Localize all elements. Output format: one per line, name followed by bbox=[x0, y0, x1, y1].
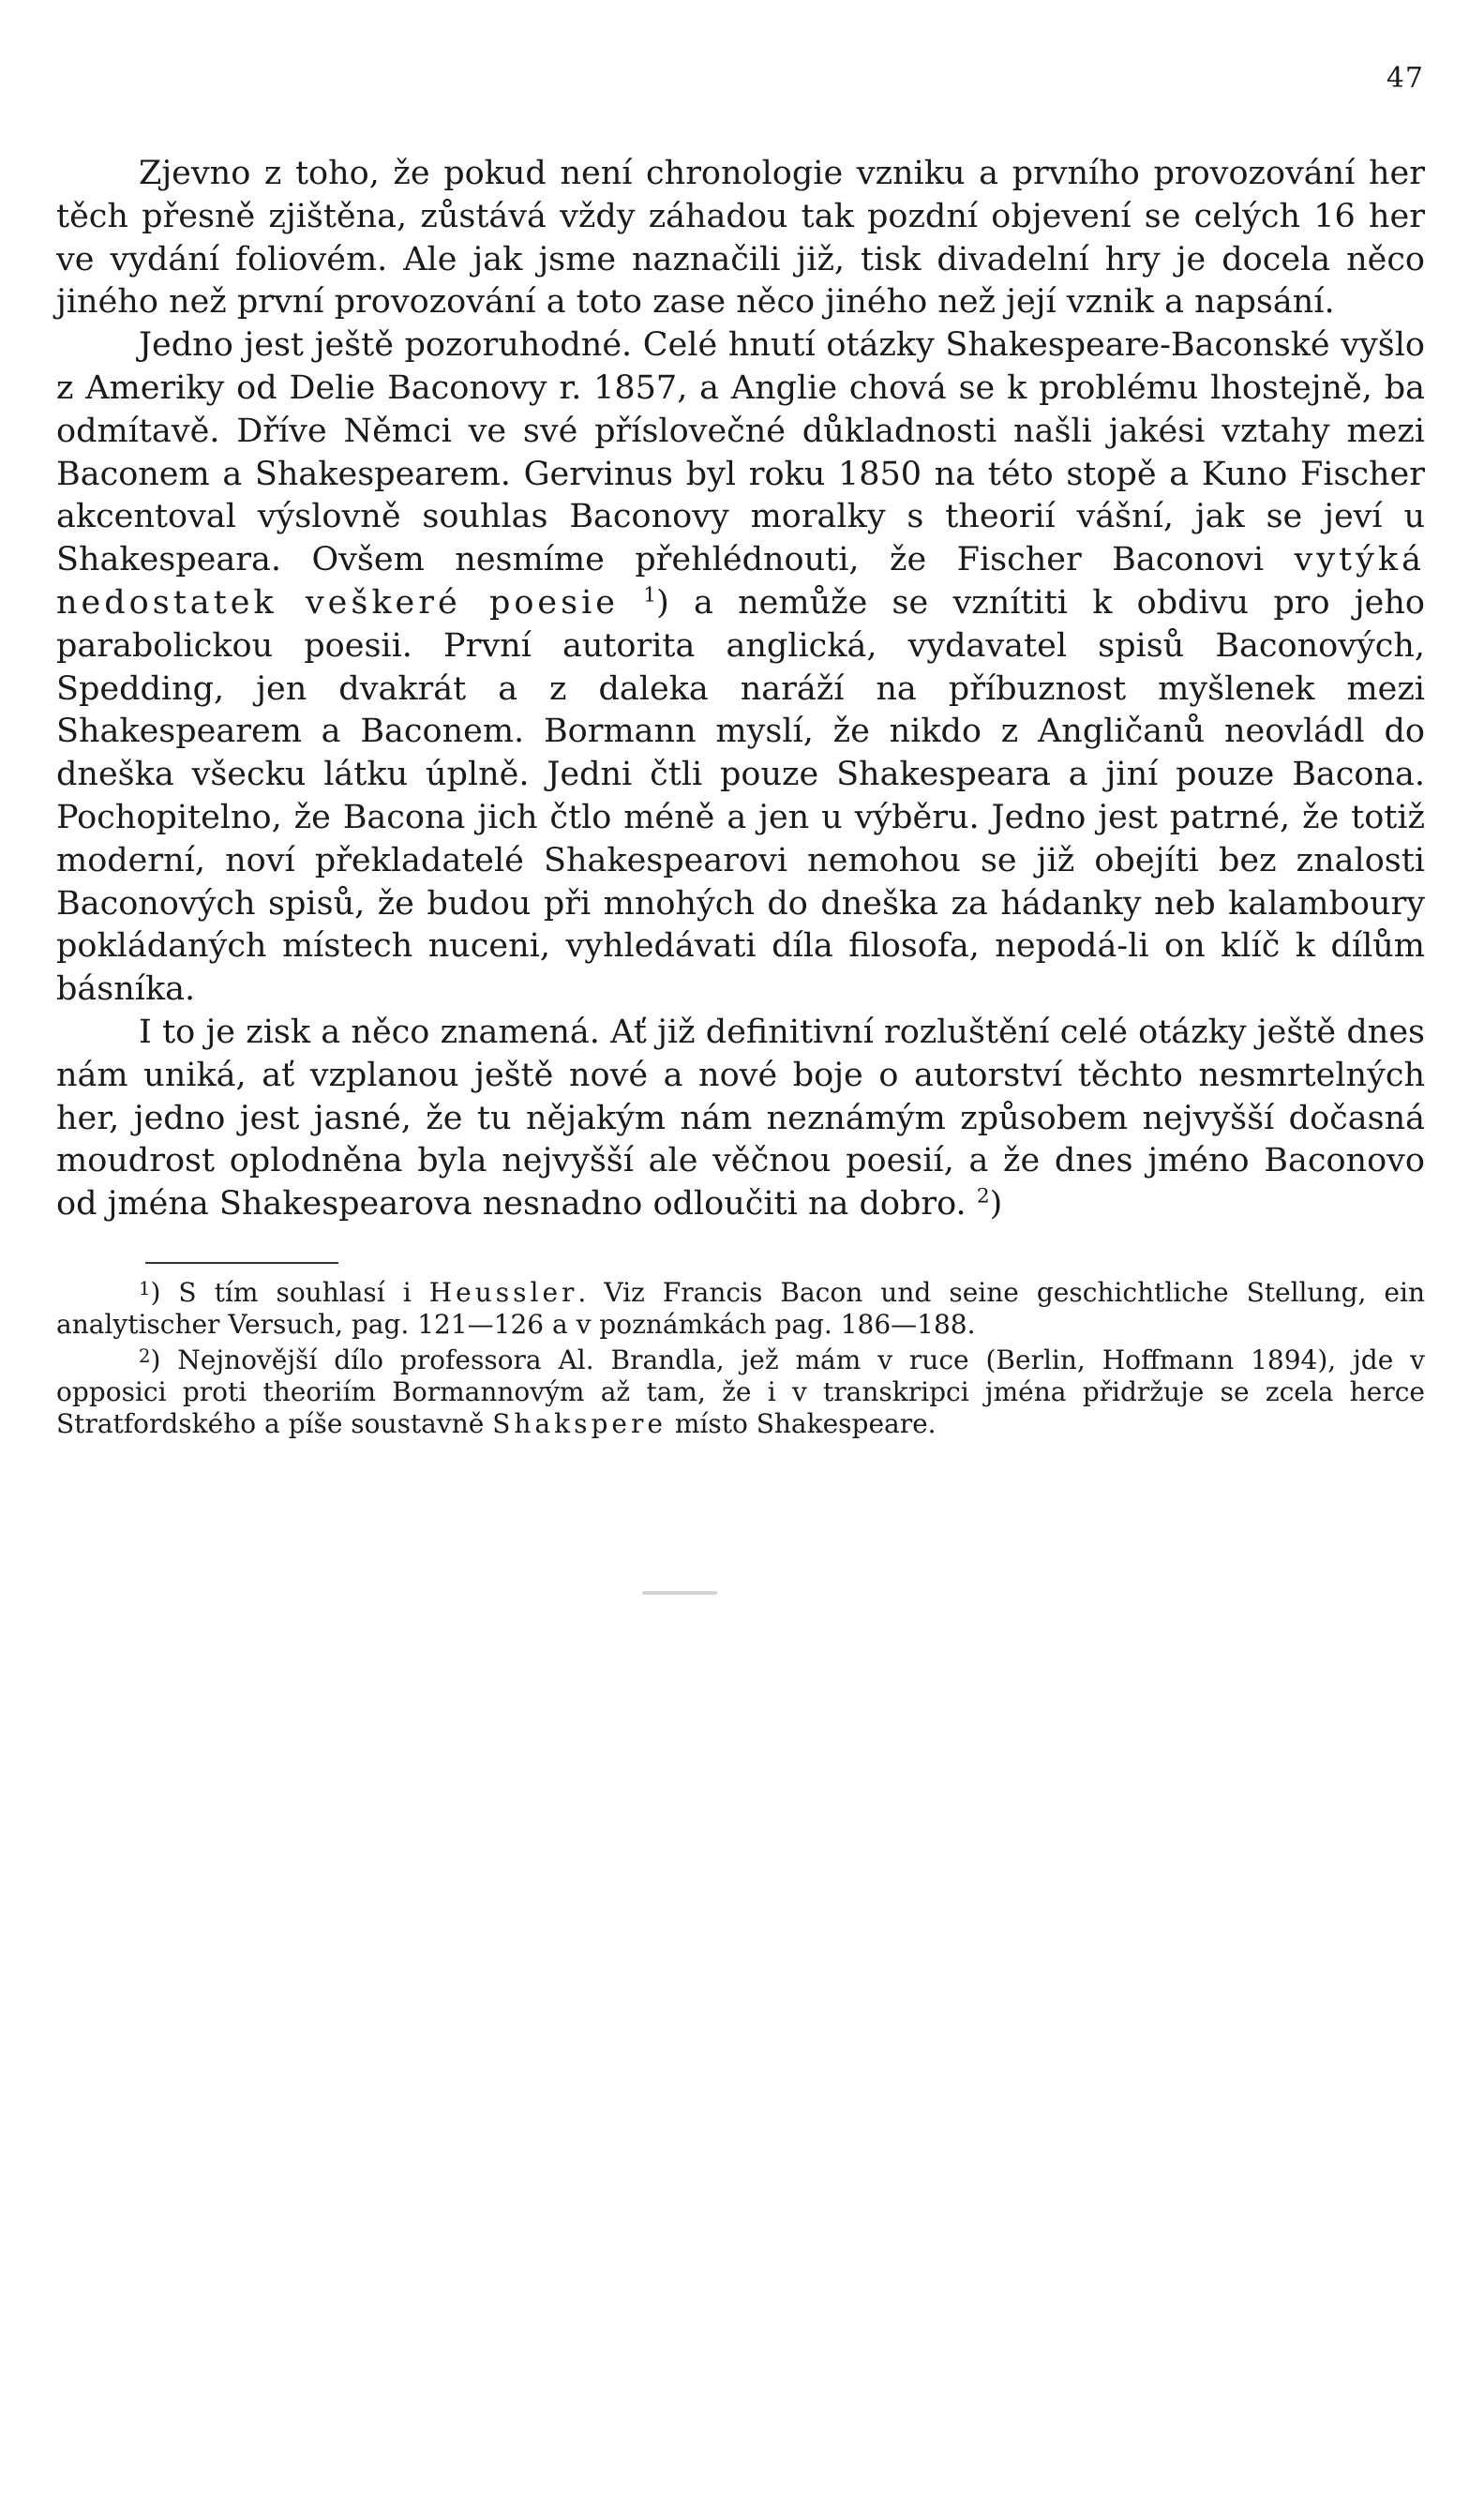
emphasized-phrase: vytýká nedostatek veškeré poesie bbox=[56, 541, 1425, 622]
footnote-2-text-b: místo Shakespeare. bbox=[674, 1407, 937, 1439]
paragraph-3 bbox=[56, 1012, 1425, 1226]
footnote-2-name: Shakspere bbox=[492, 1407, 667, 1439]
footnotes bbox=[56, 1273, 1425, 1440]
footnote-1-mark: 1 bbox=[139, 1278, 151, 1299]
footnote-2-mark: 2 bbox=[139, 1344, 151, 1367]
footnote-1-text-b: . Viz Francis Bacon und seine geschichtliche Stellung, ein analytischer Versuch, pag. 121—126 a v poznámkách pag. 186—188. bbox=[56, 1276, 1425, 1340]
paragraph-2-text-a: Jedno jest ještě pozoruhodné. Celé hnutí otázky Shakespeare-Baconské vyšlo z Ameriky od Delie Baconovy r. 1857, a Anglie chová se k problému lhostejně, ba odmítavě. Dříve Němci ve své příslovečné důkladnosti našli jakési vztahy mezi Baconem a Shakespearem. Gervinus byl roku 1850 na této stopě a Kuno Fischer akcentoval výslovně souhlas Baconovy moralky s theorií vášní, jak se jeví u Shakespeara. Ovšem nesmíme přehlédnouti, že Fischer Baconovi bbox=[56, 326, 1425, 579]
body-text bbox=[56, 153, 1425, 1226]
footnote-ref-2: 2 bbox=[976, 1184, 990, 1209]
footnote-2 bbox=[56, 1341, 1425, 1440]
paragraph-3-text: I to je zisk a něco znamená. Ať již definitivní rozluštění celé otázky ještě dnes nám uniká, ať vzplanou ještě nové a nové boje o autorství těchto nesmrtelných her, jedno jest jasné, že tu nějakým nám neznámým způsobem nejvyšší dočasná moudrost oplodněna byla nejvyšší ale věčnou poesií, a že dnes jméno Baconovo od jména Shakespearova nesnadno odloučiti na dobro. bbox=[56, 1013, 1425, 1224]
footnote-2-text-a: ) Nejnovější dílo professora Al. Brandla, jež mám v ruce (Berlin, Hoffmann 1894), jde v opposici proti theoriím Bormannovým až tam, že i v transkripci jména přidržuje se zcela herce Stratfordského a píše soustavně bbox=[56, 1344, 1425, 1439]
footnote-1 bbox=[56, 1273, 1425, 1341]
paragraph-1-text: Zjevno z toho, že pokud není chronologie vzniku a prvního provozování her těch přesně zjištěna, zůstává vždy záhadou tak pozdní objevení se celých 16 her ve vydání foliovém. Ale jak jsme naznačili již, tisk divadelní hry je docela něco jiného než první provozování a toto zase něco jiného než její vznik a napsání. bbox=[56, 155, 1425, 322]
page-number: 47 bbox=[1386, 62, 1424, 95]
print-smudge bbox=[642, 1591, 717, 1595]
footnote-ref-1: 1 bbox=[643, 583, 657, 608]
paragraph-1 bbox=[56, 153, 1425, 324]
paragraph-2-text-b: ) a nemůže se vznítiti k obdivu pro jeho parabolickou poesii. První autorita anglická, vydavatel spisů Baconových, Spedding, jen dvakrát a z daleka naráží na příbuznost myšlenek mezi Shakespearem a Baconem. Bormann myslí, že nikdo z Angličanů neovládl do dneška všecku látku úplně. Jedni čtli pouze Shakespeara a jiní pouze Bacona. Pochopitelno, že Bacona jich čtlo méně a jen u výběru. Jedno jest patrné, že totiž moderní, noví překladatelé Shakespearovi nemohou se již obejíti bez znalosti Baconových spisů, že budou při mnohých do dneška za hádanky neb kalamboury pokládaných místech nuceni, vyhledávati díla filosofa, nepodá-li on klíč k dílům básníka. bbox=[56, 583, 1425, 1009]
footnote-divider bbox=[145, 1262, 338, 1264]
paragraph-3-close: ) bbox=[989, 1185, 1003, 1224]
footnote-1-author: Heussler bbox=[428, 1276, 578, 1308]
paragraph-2 bbox=[56, 324, 1425, 1012]
footnote-1-text-a: ) S tím souhlasí i bbox=[150, 1276, 412, 1308]
